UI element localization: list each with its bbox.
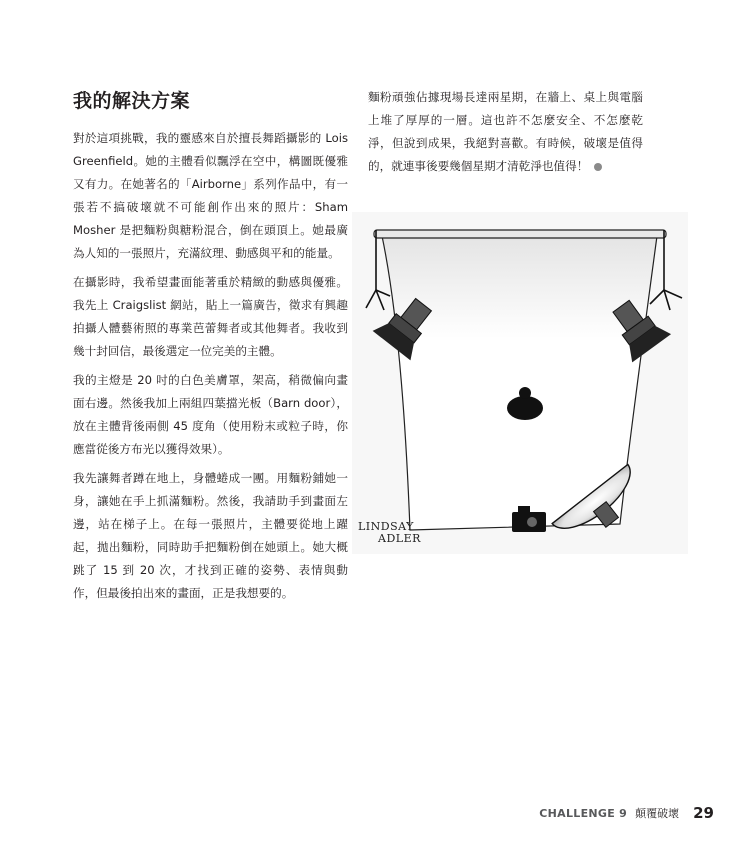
- body-paragraph: [368, 86, 643, 178]
- lighting-setup-illustration: [352, 212, 688, 554]
- body-paragraph: 我的主燈是 20 吋的白色美膚罩，架高，稍微偏向畫面右邊。然後我加上兩組四葉擋光板（Barn door），放在主體背後兩側 45 度角（使用粉末或粒子時，你應當從後方布光以獲得效果）。: [73, 373, 348, 456]
- left-column: [73, 86, 348, 611]
- section-heading: 我的解決方案: [73, 90, 191, 112]
- end-of-article-mark: [594, 163, 602, 171]
- body-paragraph: 我先讓舞者蹲在地上，身體蜷成一團。用麵粉鋪她一身，讓她在手上抓滿麵粉。然後，我請助手到畫面左邊，站在梯子上。在每一張照片，主體要從地上躍起，拋出麵粉，同時助手把麵粉倒在她頭上。她大概跳了 15 到 20 次，才找到正確的姿勢、表情與動作，但最後拍出來的畫面，正是我想要的。: [73, 471, 348, 600]
- body-paragraph: 對於這項挑戰，我的靈感來自於擅長舞蹈攝影的 Lois Greenfield。她的主體看似飄浮在空中，構圖既優雅又有力。在她著名的「Airborne」系列作品中，有一張若不搞破壞就不可能創作出來的照片：Sham Mosher 是把麵粉與糖粉混合，倒在頭頂上。她最廣為人知的一張照片，充滿紋理、動感與平和的能量。: [73, 131, 348, 260]
- closing-paragraph-text: 麵粉頑強佔據現場長達兩星期，在牆上、桌上與電腦上堆了厚厚的一層。這也許不怎麼安全、不怎麼乾淨，但說到成果，我絕對喜歡。有時候，破壞是值得的，就連事後要幾個星期才清乾淨也值得！: [368, 90, 643, 173]
- page-footer: [539, 804, 714, 822]
- lighting-diagram: [352, 212, 688, 554]
- page-number: 29: [693, 804, 714, 822]
- footer-challenge-label: CHALLENGE 9: [539, 806, 628, 820]
- logo-line-2: ADLER: [378, 532, 421, 545]
- right-column: [368, 86, 643, 184]
- photographer-logo: [358, 520, 421, 545]
- logo-line-1: LINDSAY: [358, 520, 414, 533]
- body-paragraph: 在攝影時，我希望畫面能著重於精緻的動感與優雅。我先上 Craigslist 網站，貼上一篇廣告，徵求有興趣拍攝人體藝術照的專業芭蕾舞者或其他舞者。我收到幾十封回信，最後選定一位完美的主體。: [73, 275, 348, 358]
- footer-chapter-title: 顛覆破壞: [635, 807, 680, 820]
